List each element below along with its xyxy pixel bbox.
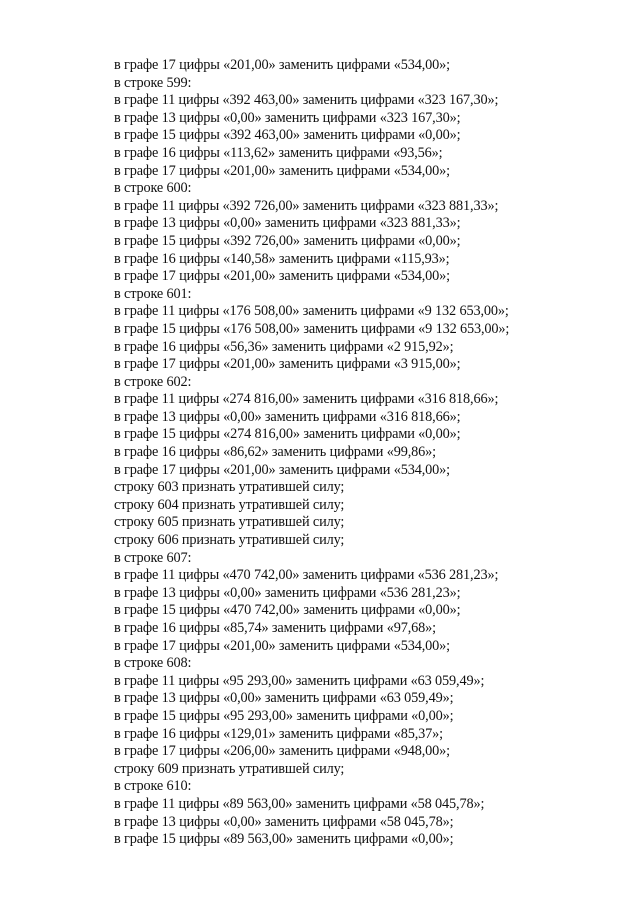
- text-line: в графе 13 цифры «0,00» заменить цифрами «323 167,30»;: [114, 109, 461, 126]
- text-line: в графе 11 цифры «392 726,00» заменить цифрами «323 881,33»;: [114, 197, 499, 214]
- repeal-line: строку 609 признать утратившей силу;: [114, 760, 345, 777]
- row-heading: в строке 607:: [114, 549, 192, 566]
- text-line: в графе 16 цифры «86,62» заменить цифрами «99,86»;: [114, 444, 436, 461]
- repeal-line: строку 603 признать утратившей силу;: [114, 479, 345, 496]
- text-line: в графе 15 цифры «95 293,00» заменить цифрами «0,00»;: [114, 707, 454, 724]
- repeal-line: строку 605 признать утратившей силу;: [114, 514, 345, 531]
- text-line: в графе 16 цифры «56,36» заменить цифрами «2 915,92»;: [114, 338, 454, 355]
- text-line: в графе 11 цифры «470 742,00» заменить цифрами «536 281,23»;: [114, 567, 499, 584]
- text-line: в графе 13 цифры «0,00» заменить цифрами «63 059,49»;: [114, 690, 454, 707]
- text-line: в графе 17 цифры «201,00» заменить цифрами «534,00»;: [114, 461, 450, 478]
- repeal-line: строку 604 признать утратившей силу;: [114, 496, 345, 513]
- text-line: в графе 15 цифры «470 742,00» заменить цифрами «0,00»;: [114, 602, 461, 619]
- text-line: в графе 13 цифры «0,00» заменить цифрами «316 818,66»;: [114, 408, 461, 425]
- text-line: в графе 17 цифры «201,00» заменить цифрами «534,00»;: [114, 637, 450, 654]
- row-heading: в строке 608:: [114, 655, 192, 672]
- document-text: [114, 57, 614, 849]
- row-heading: в строке 610:: [114, 778, 192, 795]
- text-line: в графе 11 цифры «274 816,00» заменить цифрами «316 818,66»;: [114, 391, 499, 408]
- text-line: в графе 16 цифры «113,62» заменить цифрами «93,56»;: [114, 144, 443, 161]
- text-line: в графе 17 цифры «201,00» заменить цифрами «534,00»;: [114, 268, 450, 285]
- text-line: в графе 15 цифры «89 563,00» заменить цифрами «0,00»;: [114, 831, 454, 848]
- text-line: в графе 15 цифры «274 816,00» заменить цифрами «0,00»;: [114, 426, 461, 443]
- text-line: в графе 13 цифры «0,00» заменить цифрами «536 281,23»;: [114, 584, 461, 601]
- text-line: в графе 17 цифры «201,00» заменить цифрами «3 915,00»;: [114, 356, 461, 373]
- row-heading: в строке 602:: [114, 373, 192, 390]
- text-line: в графе 15 цифры «392 463,00» заменить цифрами «0,00»;: [114, 127, 461, 144]
- text-line: в графе 17 цифры «201,00» заменить цифрами «534,00»;: [114, 57, 450, 73]
- row-heading: в строке 599:: [114, 74, 192, 91]
- text-line: в графе 16 цифры «140,58» заменить цифрами «115,93»;: [114, 250, 450, 267]
- text-line: в графе 11 цифры «176 508,00» заменить цифрами «9 132 653,00»;: [114, 303, 509, 320]
- row-heading: в строке 600:: [114, 180, 192, 197]
- text-line: в графе 13 цифры «0,00» заменить цифрами «58 045,78»;: [114, 813, 454, 830]
- text-line: в графе 15 цифры «176 508,00» заменить цифрами «9 132 653,00»;: [114, 320, 510, 337]
- text-line: в графе 15 цифры «392 726,00» заменить цифрами «0,00»;: [114, 232, 461, 249]
- text-line: в графе 17 цифры «206,00» заменить цифрами «948,00»;: [114, 743, 450, 760]
- text-line: в графе 11 цифры «392 463,00» заменить цифрами «323 167,30»;: [114, 92, 499, 109]
- text-line: в графе 16 цифры «85,74» заменить цифрами «97,68»;: [114, 620, 436, 636]
- text-line: в графе 11 цифры «89 563,00» заменить цифрами «58 045,78»;: [114, 795, 485, 812]
- row-heading: в строке 601:: [114, 285, 192, 302]
- text-line: в графе 16 цифры «129,01» заменить цифрами «85,37»;: [114, 725, 443, 742]
- text-line: в графе 13 цифры «0,00» заменить цифрами «323 881,33»;: [114, 215, 461, 232]
- text-line: в графе 11 цифры «95 293,00» заменить цифрами «63 059,49»;: [114, 672, 485, 689]
- repeal-line: строку 606 признать утратившей силу;: [114, 532, 345, 549]
- text-line: в графе 17 цифры «201,00» заменить цифрами «534,00»;: [114, 162, 450, 179]
